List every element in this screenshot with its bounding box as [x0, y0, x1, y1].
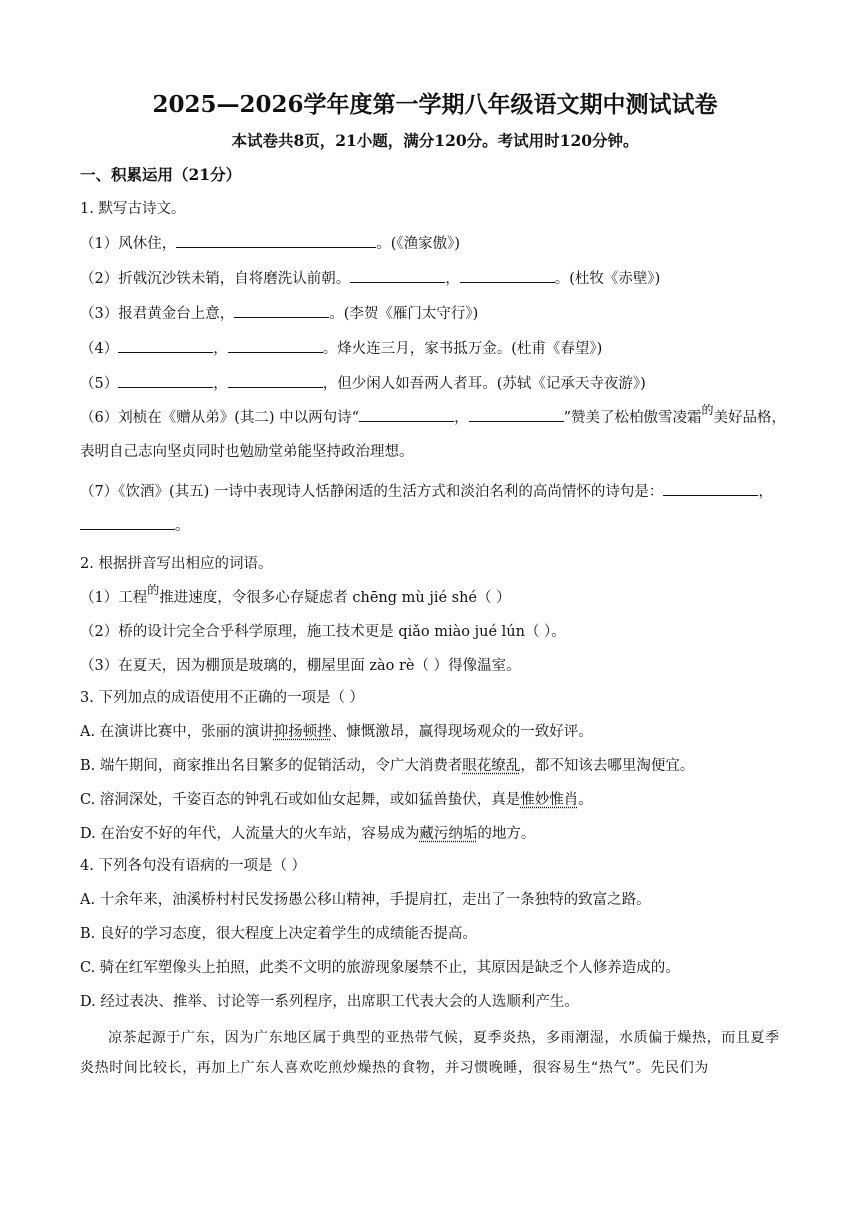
- q4-option-d[interactable]: D. 经过表决、推举、讨论等一系列程序，出席职工代表大会的人选顺利产生。: [80, 994, 579, 1010]
- q1-item-4-post: 。烽火连三月，家书抵万金。(杜甫《春望》): [322, 341, 603, 357]
- dotted-idiom: 眼花缭乱: [462, 758, 521, 774]
- q1-item-6-pre: （6）刘桢在《赠从弟》(其二) 中以两句诗“: [80, 410, 360, 426]
- q1-item-3-post: 。(李贺《雁门太守行》): [329, 306, 479, 322]
- q1-item-6-post2: 美好品格，表明自己志向坚贞同时也勉励堂弟能坚持政治理想。: [80, 410, 786, 460]
- q1-item-1-pre: （1）风休住，: [80, 236, 177, 252]
- q1-item-2-mid: ，: [445, 271, 460, 287]
- q1-item-4-pre: （4）: [80, 341, 119, 357]
- q1-item-1-post: 。(《渔家傲》): [376, 236, 461, 252]
- q1-item-6-sup: 的: [701, 403, 714, 417]
- option-text: 、慷慨激昂，赢得现场观众的一致好评。: [331, 724, 593, 740]
- option-text: 的地方。: [477, 826, 536, 842]
- q1-item-7-pre: （7）《饮酒》(其五) 一诗中表现诗人恬静闲适的生活方式和淡泊名利的高尚情怀的诗句是：: [80, 484, 664, 500]
- option-text: 。: [578, 792, 593, 808]
- q1-item-6: [80, 401, 790, 469]
- dotted-idiom: 抑扬顿挫: [273, 724, 332, 740]
- exam-subtitle: 本试卷共8页，21小题，满分120分。考试用时120分钟。: [231, 131, 639, 150]
- answer-blank[interactable]: [118, 337, 213, 353]
- answer-blank[interactable]: [359, 406, 454, 422]
- answer-blank[interactable]: [176, 232, 376, 248]
- answer-blank[interactable]: [228, 372, 323, 388]
- q3-option-b[interactable]: [80, 755, 790, 777]
- question-3-title: 3. 下列加点的成语使用不正确的一项是（ ）: [80, 690, 365, 706]
- dotted-idiom: 藏污纳垢: [419, 826, 478, 842]
- q1-item-5: [80, 372, 790, 395]
- q1-item-6-mid: ，: [454, 410, 469, 426]
- question-4-title: 4. 下列各句没有语病的一项是（ ）: [80, 858, 307, 874]
- q4-option-b[interactable]: B. 良好的学习态度，很大程度上决定着学生的成绩能否提高。: [80, 926, 477, 942]
- answer-blank[interactable]: [234, 302, 329, 318]
- q3-option-a[interactable]: [80, 721, 790, 743]
- section-heading: 一、积累运用（21分）: [80, 165, 242, 184]
- q2-item-3: （3）在夏天，因为棚顶是玻璃的，棚屋里面 zào rè（ ）得像温室。: [80, 658, 521, 674]
- q3-option-d[interactable]: [80, 823, 790, 845]
- q2-item-1-sup: 的: [147, 583, 160, 597]
- q1-item-7: [80, 475, 790, 543]
- q3-option-c[interactable]: [80, 789, 790, 811]
- reading-passage: 凉茶起源于广东，因为广东地区属于典型的亚热带气候，夏季炎热，多雨潮湿，水质偏于燥热，而且夏季炎热时间比较长，再加上广东人喜欢吃煎炒燥热的食物，并习惯晚睡，很容易生“热气”。先民们为: [80, 1030, 780, 1076]
- q1-item-7-mid: ，: [758, 484, 773, 500]
- q1-item-5-pre: （5）: [80, 376, 119, 392]
- q4-option-a[interactable]: A. 十余年来，油溪桥村村民发扬愚公移山精神，手提肩扛，走出了一条独特的致富之路。: [80, 892, 651, 908]
- question-2-title: 2. 根据拼音写出相应的词语。: [80, 556, 273, 572]
- answer-blank[interactable]: [460, 267, 555, 283]
- q1-item-2: [80, 267, 790, 290]
- q2-item-1: [80, 583, 790, 609]
- exam-title: 2025—2026学年度第一学期八年级语文期中测试试卷: [152, 91, 718, 118]
- option-text: A. 在演讲比赛中，张丽的演讲: [80, 724, 274, 740]
- q2-item-1-post: 推进速度，令很多心存疑虑者 chēng mù jié shé（ ）: [159, 590, 511, 606]
- q1-item-6-post1: ”赞美了松柏傲雪凌霜: [563, 410, 702, 426]
- answer-blank[interactable]: [469, 406, 564, 422]
- q1-item-4: [80, 337, 790, 360]
- answer-blank[interactable]: [80, 514, 175, 530]
- option-text: B. 端午期间，商家推出名目繁多的促销活动，令广大消费者: [80, 758, 463, 774]
- q1-item-2-post: 。(杜牧《赤壁》): [554, 271, 661, 287]
- q1-item-3: [80, 302, 790, 325]
- q1-item-2-pre: （2）折戟沉沙铁未销，自将磨洗认前朝。: [80, 271, 351, 287]
- option-text: ，都不知该去哪里淘便宜。: [520, 758, 695, 774]
- answer-blank[interactable]: [118, 372, 213, 388]
- q1-item-5-mid: ，: [213, 376, 228, 392]
- question-1-title: 1. 默写古诗文。: [80, 201, 186, 217]
- option-text: C. 溶洞深处，千姿百态的钟乳石或如仙女起舞，或如猛兽蛰伏，真是: [80, 792, 521, 808]
- option-text: D. 在治安不好的年代，人流量大的火车站，容易成为: [80, 826, 420, 842]
- q1-item-5-post: ，但少闲人如吾两人者耳。(苏轼《记承天寺夜游》): [322, 376, 646, 392]
- q2-item-1-pre: （1）工程: [80, 590, 148, 606]
- q1-item-4-mid: ，: [213, 341, 228, 357]
- q1-item-3-pre: （3）报君黄金台上意，: [80, 306, 235, 322]
- q4-option-c[interactable]: C. 骑在红军塑像头上拍照，此类不文明的旅游现象屡禁不止，其原因是缺乏个人修养造成的。: [80, 960, 680, 976]
- q2-item-2: （2）桥的设计完全合乎科学原理，施工技术更是 qiǎo miào jué lún（ ）。: [80, 624, 566, 640]
- answer-blank[interactable]: [228, 337, 323, 353]
- answer-blank[interactable]: [663, 480, 758, 496]
- q1-item-1: [80, 232, 790, 255]
- dotted-idiom: 惟妙惟肖: [520, 792, 579, 808]
- answer-blank[interactable]: [350, 267, 445, 283]
- q1-item-7-post: 。: [175, 518, 190, 534]
